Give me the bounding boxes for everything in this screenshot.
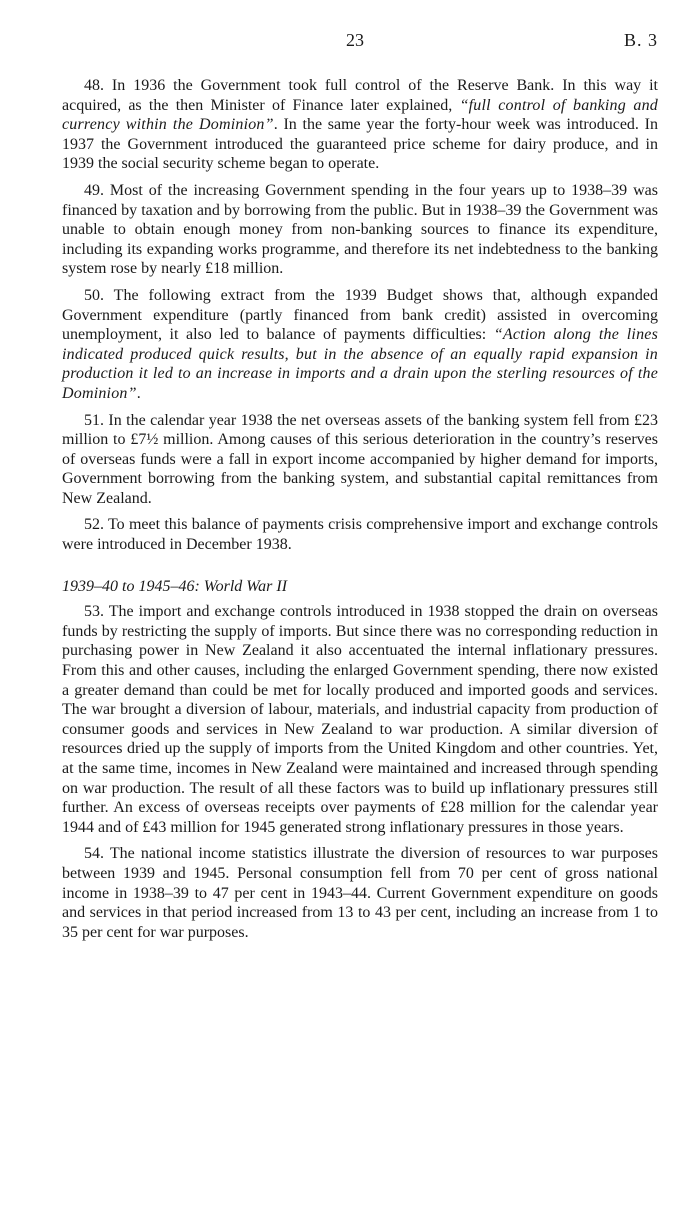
paragraph-48-quote: “full control of banking and currency within the Dominion” <box>62 96 659 134</box>
paragraph-48 <box>62 76 658 174</box>
paragraph-53: 53. The import and exchange controls introduced in 1938 stopped the drain on overseas funds by restricting the supply of imports. But since there was no corresponding reduction in purchasing power in New Zealand it also accentuated the internal inflationary pressures. From this and other causes, including the enlarged Government spending, there now existed a greater demand than could be met for locally produced and imported goods and services. The war brought a diversion of labour, materials, and industrial capacity from production of consumer goods and services in New Zealand to war production. A similar diversion of resources dried up the supply of imports from the United Kingdom and other countries. Yet, at the same time, incomes in New Zealand were maintained and increased through spending on war production. The result of all these factors was to build up inflationary pressures still further. An excess of overseas receipts over payments of £28 million for the calendar year 1944 and of £43 million for 1945 generated strong inflationary pressures in those years. <box>62 603 658 836</box>
document-code: B. 3 <box>623 30 658 50</box>
page-number: 23 <box>346 30 364 50</box>
paragraph-50-quote: “Action along the lines indicated produced quick results, but in the absence of an equally rapid expansion in production it led to an increase in imports and a drain upon the sterling resources of the Dominion” <box>62 326 658 402</box>
page-header <box>62 30 658 58</box>
paragraph-48-text-a: 48. In 1936 the Government took full control of the Reserve Bank. In this way it acquired, as the then Minister of Finance later explained, <box>62 77 658 114</box>
document-page <box>62 30 658 949</box>
paragraph-49: 49. Most of the increasing Government spending in the four years up to 1938–39 was financed by taxation and by borrowing from the public. But in 1938–39 the Government was unable to obtain enough money from non-banking sources to finance its expenditure, including its expanding works programme, and therefore its net indebtedness to the banking system rose by nearly £18 million. <box>62 181 658 278</box>
paragraph-48-text-b: . In the same year the forty-hour week was introduced. In 1937 the Government introduced the guaranteed price scheme for dairy produce, and in 1939 the social security scheme began to operate. <box>62 116 658 173</box>
body-text <box>62 76 658 942</box>
paragraph-50 <box>62 286 658 404</box>
paragraph-51: 51. In the calendar year 1938 the net overseas assets of the banking system fell from £23 million to £7½ million. Among causes of this serious deterioration in the country’s reserves of overseas funds were a fall in export income accompanied by higher demand for imports, Government borrowing from the banking system, and substantial capital remittances from New Zealand. <box>62 411 658 507</box>
paragraph-50-text-a: 50. The following extract from the 1939 Budget shows that, although expanded Government expenditure (partly financed from bank credit) assisted in overcoming unemployment, it also led to balance of payments difficulties: <box>62 286 658 344</box>
paragraph-50-text-b: . <box>136 384 141 402</box>
paragraph-52: 52. To meet this balance of payments crisis comprehensive import and exchange controls were introduced in December 1938. <box>62 516 658 554</box>
paragraph-54: 54. The national income statistics illustrate the diversion of resources to war purposes between 1939 and 1945. Personal consumption fell from 70 per cent of gross national income in 1938–39 to 47 per cent in 1943–44. Current Government expenditure on goods and services in that period increased from 13 to 43 per cent, including an increase from 1 to 35 per cent for war purposes. <box>62 845 658 941</box>
section-heading: 1939–40 to 1945–46: World War II <box>62 577 288 595</box>
